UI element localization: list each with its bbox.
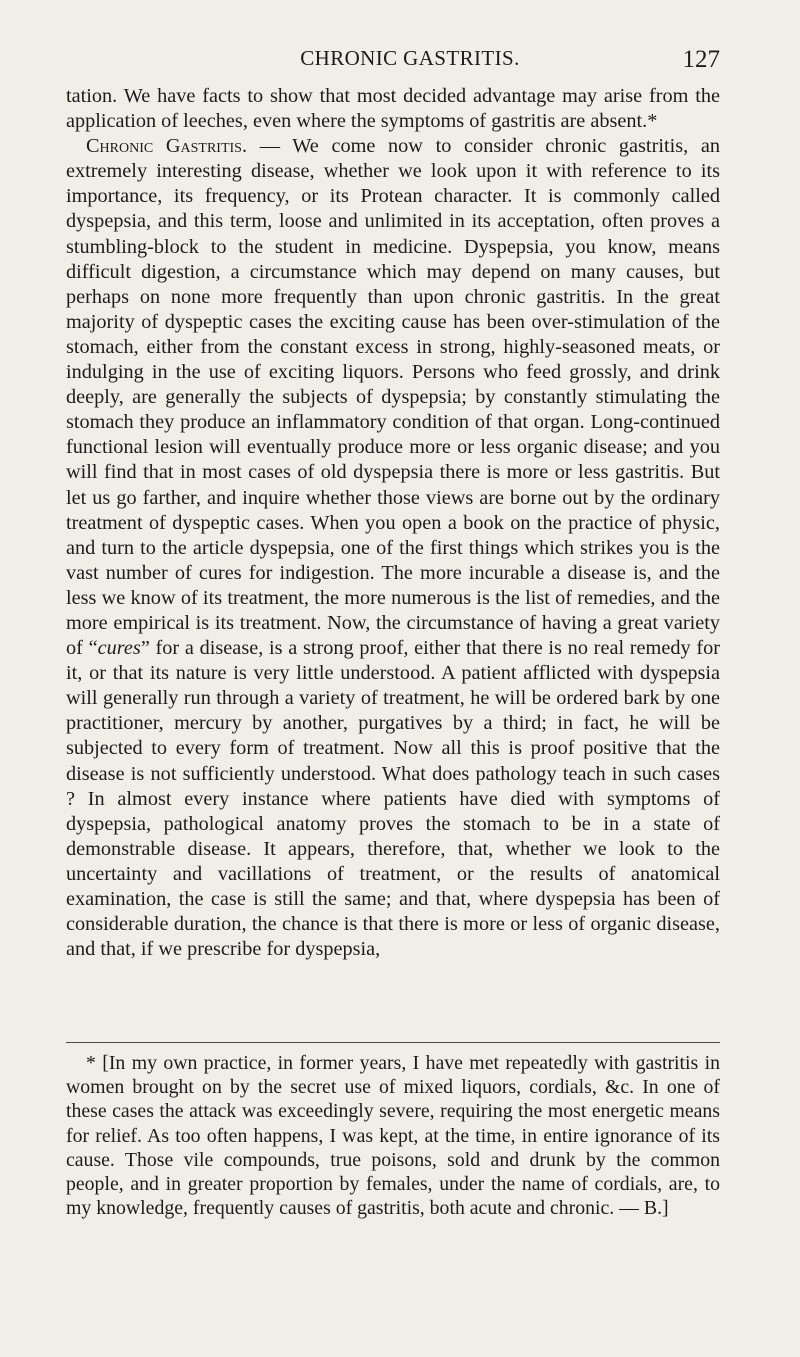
paragraph-continuation: tation. We have facts to show that most decided advantage may arise from the application of leeches, even where the symptoms of gastritis are absent.* [66, 85, 720, 133]
section-heading: Chronic Gastritis. [86, 135, 248, 158]
footnote-divider [66, 1042, 720, 1043]
paragraph-text-rest: ” for a disease, is a strong proof, either that there is no real remedy for it, or that its nature is very little understood. A patient afflicted with dyspepsia will generally run through a variety of treatment, he will be ordered bark by one practitioner, mercury by another, purgatives by a third; in fact, he will be subjected to every form of treatment. Now all this is proof positive that the disease is not sufficiently understood. What does pathology teach in such cases ? In almost every instance where patients have died with symptoms of dyspepsia, pathological anatomy proves the stomach to be in a state of demonstrable disease. It appears, therefore, that, whether we look to the uncertainty and vacillations of treatment, or the results of anatomical examination, the case is still the same; and that, where dyspepsia has been of considerable duration, the chance is that there is more or less of organic disease, and that, if we prescribe for dyspepsia, [66, 637, 720, 961]
page-number: 127 [682, 46, 720, 73]
emphasis-cures: cures [97, 637, 141, 660]
running-head [66, 46, 720, 76]
paragraph-text: — We come now to consider chronic gastritis, an extremely interesting disease, whether we look upon it with reference to its importance, its frequency, or its Protean character. It is commonly called dyspepsia, and this term, loose and unlimited in its acceptation, often proves a stumbling-block to the student in medicine. Dyspepsia, you know, means difficult digestion, a circumstance which may depend on many causes, but perhaps on none more frequently than upon chronic gastritis. In the great majority of dyspeptic cases the exciting cause has been over-stimulation of the stomach, either from the constant excess in strong, highly-seasoned meats, or indulging in the use of exciting liquors. Persons who feed grossly, and drink deeply, are generally the subjects of dyspepsia; by constantly stimulating the stomach they produce an inflammatory condition of that organ. Long-continued functional lesion will eventually produce more or less organic disease; and you will find that in most cases of old dyspepsia there is more or less gastritis. But let us go farther, and inquire whether those views are borne out by the ordinary treatment of dyspeptic cases. When you open a book on the practice of physic, and turn to the article dyspepsia, one of the first things which strikes you is the vast number of cures for indigestion. The more incurable a disease is, and the less we know of its treatment, the more numerous is the list of remedies, and the more empirical is its treatment. Now, the circumstance of having a great variety of “ [66, 135, 720, 660]
paragraph-chronic-gastritis [66, 134, 720, 962]
running-head-title: CHRONIC GASTRITIS. [300, 46, 520, 70]
footnote: * [In my own practice, in former years, I have met repeatedly with gastritis in women brought on by the secret use of mixed liquors, cordials, &c. In one of these cases the attack was exceedingly severe, requiring the most energetic means for relief. As too often happens, I was kept, at the time, in entire ignorance of its cause. Those vile compounds, true poisons, sold and drunk by the common people, and in greater proportion by females, under the name of cordials, are, to my knowledge, frequently causes of gastritis, both acute and chronic. — B.] [66, 1052, 720, 1220]
main-text [66, 84, 720, 962]
